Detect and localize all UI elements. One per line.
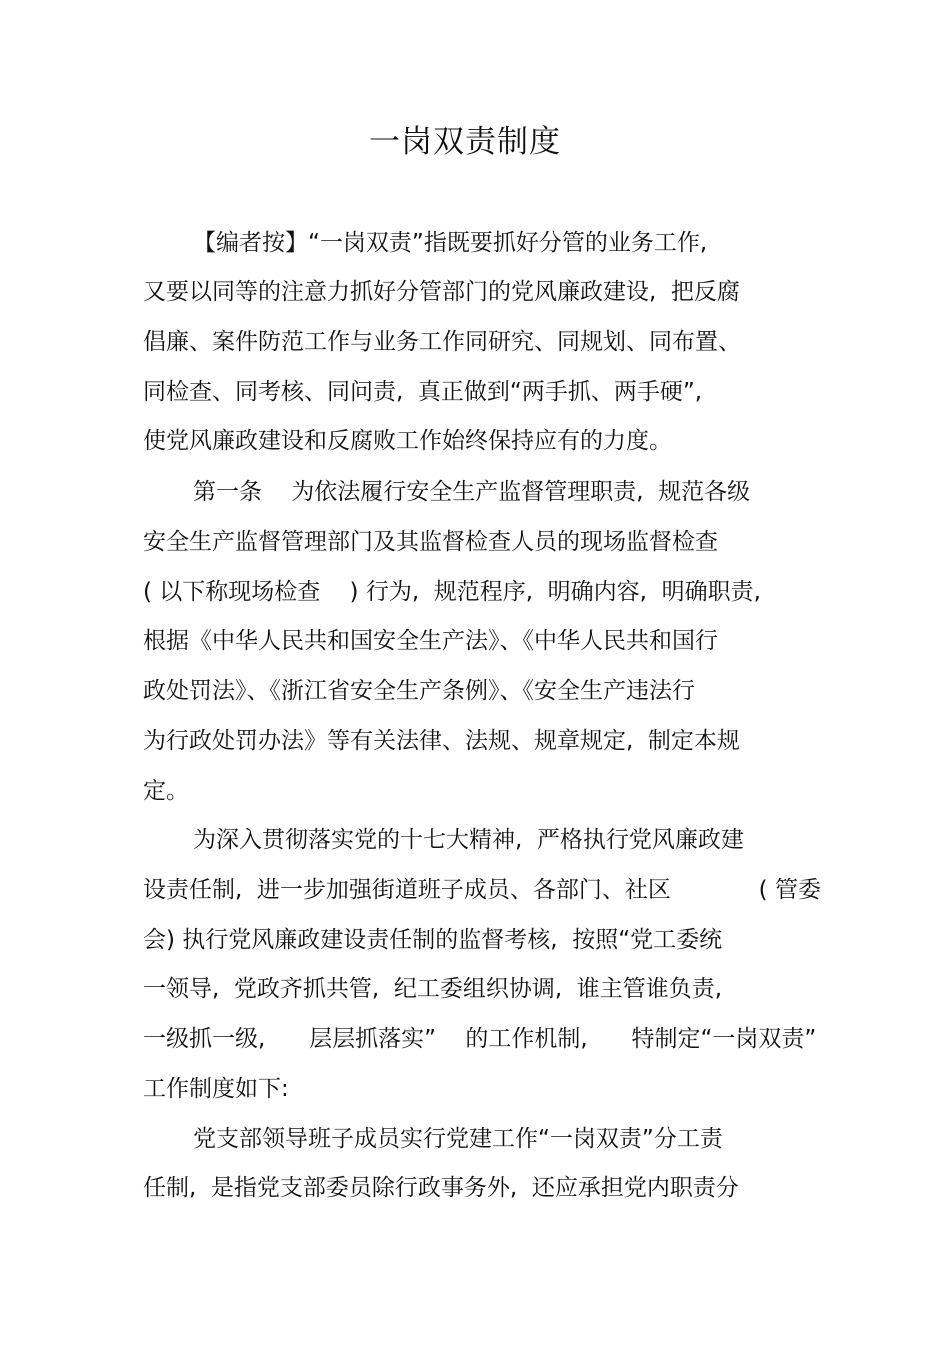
paragraph-line: 为深入贯彻落实党的十七大精神, 严格执行党风廉政建 (193, 827, 744, 853)
paragraph-line: 工作制度如下: (143, 1076, 289, 1102)
paragraph-line: 设责任制, 进一步加强街道班子成员、各部门、社区 ( 管委 (143, 877, 821, 903)
paragraph-line: 政处罚法》、《浙江省安全生产条例》、《安全生产违法行 (143, 678, 695, 704)
paragraph-line: 又要以同等的注意力抓好分管部门的党风廉政建设, 把反腐 (143, 279, 740, 305)
paragraph-line: ( 以下称现场检查 ) 行为, 规范程序, 明确内容, 明确职责, (143, 579, 761, 605)
paragraph-line: 倡廉、案件防范工作与业务工作同研究、同规划、同布置、 (143, 329, 741, 355)
paragraph-line: 同检查、同考核、同问责, 真正做到“两手抓、两手硬”, (143, 379, 703, 405)
paragraph-line: 一级抓一级, 层层抓落实” 的工作机制, 特制定“一岗双责” (143, 1026, 817, 1052)
document-title: 一岗双责制度 (369, 124, 561, 160)
paragraph-line: 第一条 为依法履行安全生产监督管理职责, 规范各级 (193, 479, 751, 505)
paragraph-line: 党支部领导班子成员实行党建工作“一岗双责”分工责 (193, 1126, 723, 1152)
paragraph-line: 根据《中华人民共和国安全生产法》、《中华人民共和国行 (143, 628, 718, 654)
paragraph-line: 一领导, 党政齐抓共管, 纪工委组织协调, 谁主管谁负责, (143, 976, 723, 1002)
paragraph-line: 定。 (143, 778, 189, 804)
paragraph-line: 为行政处罚办法》等有关法律、法规、规章规定, 制定本规 (143, 728, 740, 754)
paragraph-line: 会) 执行党风廉政建设责任制的监督考核, 按照“党工委统 (143, 927, 723, 953)
paragraph-line: 使党风廉政建设和反腐败工作始终保持应有的力度。 (143, 428, 672, 454)
paragraph-line: 安全生产监督管理部门及其监督检查人员的现场监督检查 (143, 529, 718, 555)
paragraph-line: 任制, 是指党支部委员除行政事务外, 还应承担党内职责分 (143, 1175, 739, 1201)
paragraph-line: 【编者按】“一岗双责”指既要抓好分管的业务工作, (193, 230, 708, 256)
